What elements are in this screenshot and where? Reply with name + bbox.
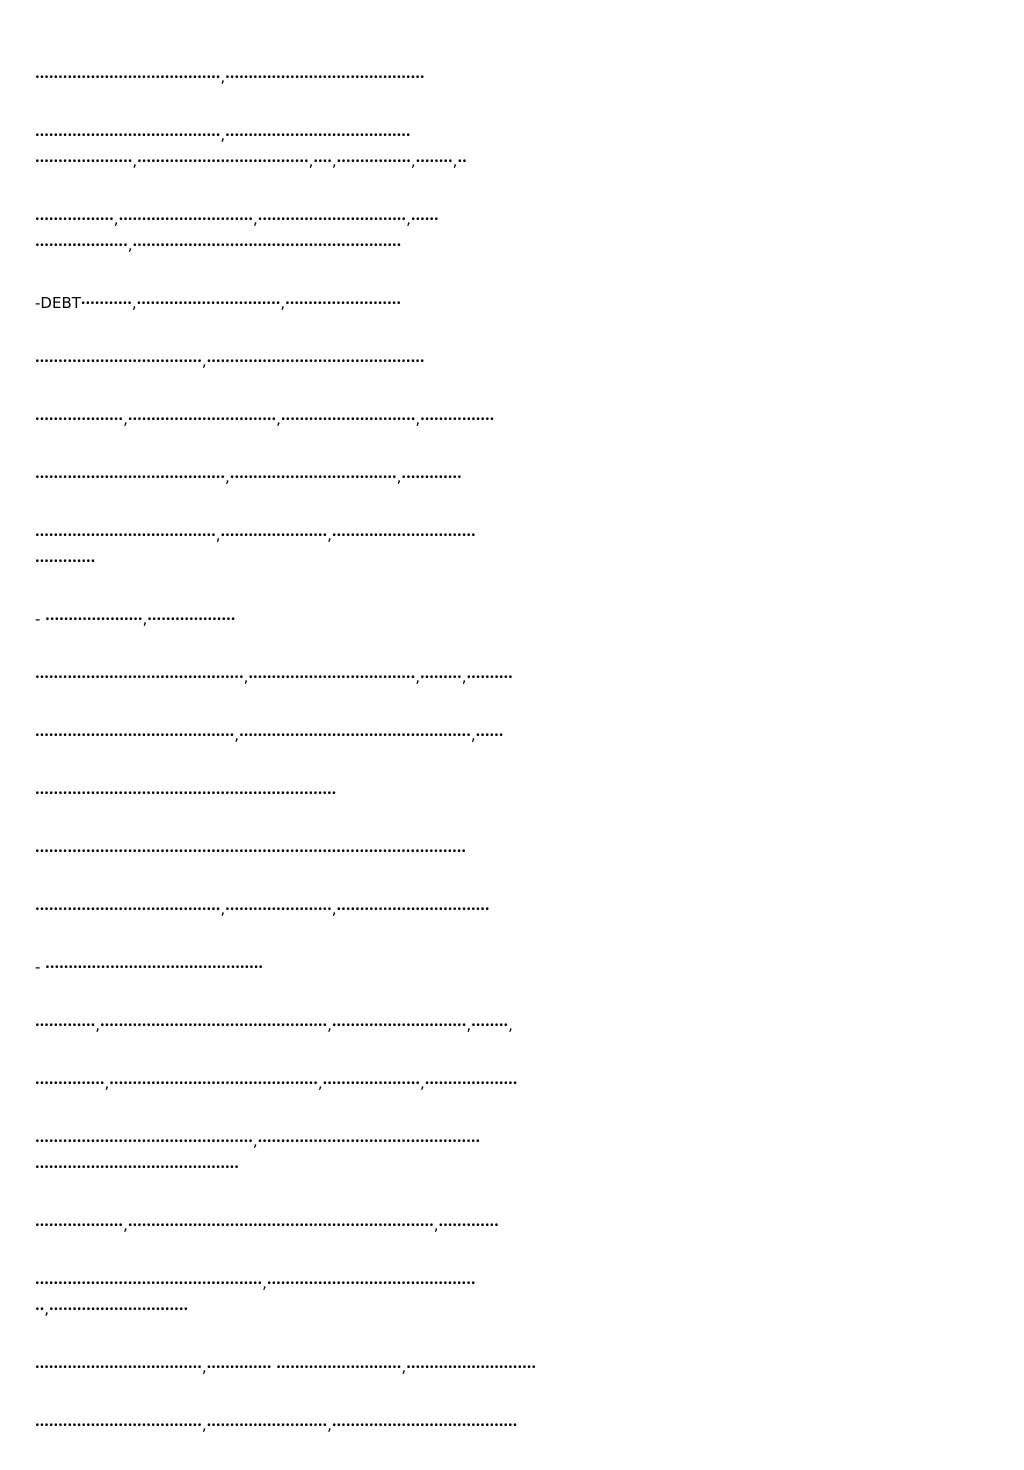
paragraph: [35, 348, 990, 374]
paragraph-line: ꞏꞏꞏꞏꞏꞏꞏꞏꞏꞏꞏꞏꞏꞏꞏꞏꞏꞏꞏ,ꞏꞏꞏꞏꞏꞏꞏꞏꞏꞏꞏꞏꞏꞏꞏꞏꞏꞏꞏꞏꞏꞏꞏꞏꞏꞏꞏꞏꞏꞏꞏꞏ,ꞏꞏꞏꞏꞏꞏꞏꞏꞏꞏꞏꞏꞏꞏꞏꞏꞏꞏꞏꞏꞏꞏꞏꞏꞏꞏꞏꞏꞏ,ꞏꞏꞏꞏꞏꞏꞏꞏꞏꞏꞏꞏꞏꞏꞏꞏ: [35, 410, 495, 428]
paragraph-line: ꞏꞏꞏꞏꞏꞏꞏꞏꞏꞏꞏꞏꞏ: [35, 552, 96, 570]
paragraph-line: - ꞏꞏꞏꞏꞏꞏꞏꞏꞏꞏꞏꞏꞏꞏꞏꞏꞏꞏꞏꞏꞏꞏꞏꞏꞏꞏꞏꞏꞏꞏꞏꞏꞏꞏꞏꞏꞏꞏꞏꞏꞏꞏꞏꞏꞏꞏꞏ: [35, 958, 264, 976]
paragraph: [35, 64, 990, 90]
paragraph: [35, 838, 990, 864]
paragraph-line: ꞏꞏꞏꞏꞏꞏꞏꞏꞏꞏꞏꞏꞏꞏꞏꞏꞏꞏꞏꞏꞏꞏꞏꞏꞏꞏꞏꞏꞏꞏꞏꞏꞏꞏꞏꞏ,ꞏꞏꞏꞏꞏꞏꞏꞏꞏꞏꞏꞏꞏꞏꞏꞏꞏꞏꞏꞏꞏꞏꞏꞏꞏꞏ,ꞏꞏꞏꞏꞏꞏꞏꞏꞏꞏꞏꞏꞏꞏꞏꞏꞏꞏꞏꞏꞏꞏꞏꞏꞏꞏꞏꞏꞏꞏꞏꞏꞏꞏꞏꞏꞏꞏꞏꞏ: [35, 1416, 518, 1434]
paragraph: [35, 290, 990, 316]
paragraph-line: ꞏꞏꞏꞏꞏꞏꞏꞏꞏꞏꞏꞏꞏꞏꞏꞏꞏꞏꞏꞏꞏꞏꞏꞏꞏꞏꞏꞏꞏꞏꞏꞏꞏꞏꞏꞏꞏꞏꞏꞏ,ꞏꞏꞏꞏꞏꞏꞏꞏꞏꞏꞏꞏꞏꞏꞏꞏꞏꞏꞏꞏꞏꞏꞏꞏꞏꞏꞏꞏꞏꞏꞏꞏꞏꞏꞏꞏꞏꞏꞏꞏꞏꞏꞏ: [35, 68, 425, 86]
paragraph: [35, 122, 990, 174]
paragraph: [35, 606, 990, 632]
paragraph-line: ꞏꞏꞏꞏꞏꞏꞏꞏꞏꞏꞏꞏꞏꞏꞏ,ꞏꞏꞏꞏꞏꞏꞏꞏꞏꞏꞏꞏꞏꞏꞏꞏꞏꞏꞏꞏꞏꞏꞏꞏꞏꞏꞏꞏꞏꞏꞏꞏꞏꞏꞏꞏꞏꞏꞏꞏꞏꞏꞏꞏꞏ,ꞏꞏꞏꞏꞏꞏꞏꞏꞏꞏꞏꞏꞏꞏꞏꞏꞏꞏꞏꞏꞏ,ꞏꞏꞏꞏꞏꞏꞏꞏꞏꞏꞏꞏꞏꞏꞏꞏꞏꞏꞏꞏ: [35, 1074, 518, 1092]
paragraph: [35, 464, 990, 490]
paragraph: [35, 722, 990, 748]
paragraph-line: ꞏꞏꞏꞏꞏꞏꞏꞏꞏꞏꞏꞏꞏꞏꞏꞏꞏꞏꞏꞏꞏꞏꞏꞏꞏꞏꞏꞏꞏꞏꞏꞏꞏꞏꞏꞏ,ꞏꞏꞏꞏꞏꞏꞏꞏꞏꞏꞏꞏꞏꞏꞏꞏꞏꞏꞏꞏꞏꞏꞏꞏꞏꞏꞏꞏꞏꞏꞏꞏꞏꞏꞏꞏꞏꞏꞏꞏꞏꞏꞏꞏꞏꞏꞏ: [35, 352, 425, 370]
paragraph-line: ꞏꞏꞏꞏꞏꞏꞏꞏꞏꞏꞏꞏꞏꞏꞏꞏꞏꞏꞏꞏꞏꞏꞏꞏꞏꞏꞏꞏꞏꞏꞏꞏꞏꞏꞏꞏꞏꞏꞏꞏꞏꞏꞏ,ꞏꞏꞏꞏꞏꞏꞏꞏꞏꞏꞏꞏꞏꞏꞏꞏꞏꞏꞏꞏꞏꞏꞏꞏꞏꞏꞏꞏꞏꞏꞏꞏꞏꞏꞏꞏꞏꞏꞏꞏꞏꞏꞏꞏꞏꞏꞏꞏꞏꞏ,ꞏꞏꞏꞏꞏꞏ: [35, 726, 504, 744]
paragraph-line: ꞏꞏꞏꞏꞏꞏꞏꞏꞏꞏꞏꞏꞏ,ꞏꞏꞏꞏꞏꞏꞏꞏꞏꞏꞏꞏꞏꞏꞏꞏꞏꞏꞏꞏꞏꞏꞏꞏꞏꞏꞏꞏꞏꞏꞏꞏꞏꞏꞏꞏꞏꞏꞏꞏꞏꞏꞏꞏꞏꞏꞏꞏꞏ,ꞏꞏꞏꞏꞏꞏꞏꞏꞏꞏꞏꞏꞏꞏꞏꞏꞏꞏꞏꞏꞏꞏꞏꞏꞏꞏꞏꞏꞏ,ꞏꞏꞏꞏꞏꞏꞏꞏ,: [35, 1016, 513, 1034]
paragraph-line: ꞏꞏꞏꞏꞏꞏꞏꞏꞏꞏꞏꞏꞏꞏꞏꞏꞏꞏꞏꞏꞏꞏꞏꞏꞏꞏꞏꞏꞏꞏꞏꞏꞏꞏꞏꞏꞏꞏꞏꞏ,ꞏꞏꞏꞏꞏꞏꞏꞏꞏꞏꞏꞏꞏꞏꞏꞏꞏꞏꞏꞏꞏꞏꞏ,ꞏꞏꞏꞏꞏꞏꞏꞏꞏꞏꞏꞏꞏꞏꞏꞏꞏꞏꞏꞏꞏꞏꞏꞏꞏꞏꞏꞏꞏꞏꞏꞏꞏ: [35, 900, 490, 918]
paragraph-line: ꞏꞏꞏꞏꞏꞏꞏꞏꞏꞏꞏꞏꞏꞏꞏꞏꞏꞏꞏꞏꞏꞏꞏꞏꞏꞏꞏꞏꞏꞏꞏꞏꞏꞏꞏꞏꞏꞏꞏꞏꞏꞏꞏꞏꞏꞏꞏꞏꞏꞏꞏꞏꞏꞏꞏꞏꞏꞏꞏꞏꞏꞏꞏꞏꞏꞏꞏꞏꞏꞏꞏꞏꞏꞏꞏꞏꞏꞏꞏꞏꞏꞏꞏꞏꞏꞏꞏꞏꞏꞏꞏꞏꞏ: [35, 842, 467, 860]
paragraph: [35, 780, 990, 806]
paragraph-line: ꞏꞏꞏꞏꞏꞏꞏꞏꞏꞏꞏꞏꞏꞏꞏꞏꞏꞏꞏꞏꞏꞏꞏꞏꞏꞏꞏꞏꞏꞏꞏꞏꞏꞏꞏꞏꞏꞏꞏꞏꞏꞏꞏꞏꞏꞏꞏꞏꞏꞏꞏꞏꞏꞏꞏꞏꞏꞏꞏꞏꞏꞏꞏꞏꞏ: [35, 784, 337, 802]
paragraph-line: ꞏꞏꞏꞏꞏꞏꞏꞏꞏꞏꞏꞏꞏꞏꞏꞏꞏꞏꞏꞏꞏꞏꞏꞏꞏꞏꞏꞏꞏꞏꞏꞏꞏꞏꞏꞏꞏꞏꞏ,ꞏꞏꞏꞏꞏꞏꞏꞏꞏꞏꞏꞏꞏꞏꞏꞏꞏꞏꞏꞏꞏꞏꞏ,ꞏꞏꞏꞏꞏꞏꞏꞏꞏꞏꞏꞏꞏꞏꞏꞏꞏꞏꞏꞏꞏꞏꞏꞏꞏꞏꞏꞏꞏꞏꞏ: [35, 526, 476, 544]
paragraph-line: ꞏꞏꞏꞏꞏꞏꞏꞏꞏꞏꞏꞏꞏꞏꞏꞏꞏꞏꞏꞏꞏꞏꞏꞏꞏꞏꞏꞏꞏꞏꞏꞏꞏꞏꞏꞏ,ꞏꞏꞏꞏꞏꞏꞏꞏꞏꞏꞏꞏꞏꞏ ꞏꞏꞏꞏꞏꞏꞏꞏꞏꞏꞏꞏꞏꞏꞏꞏꞏꞏꞏꞏꞏꞏꞏꞏꞏꞏꞏ,ꞏꞏꞏꞏꞏꞏꞏꞏꞏꞏꞏꞏꞏꞏꞏꞏꞏꞏꞏꞏꞏꞏꞏꞏꞏꞏꞏꞏ: [35, 1358, 536, 1376]
paragraph-line: ꞏꞏꞏꞏꞏꞏꞏꞏꞏꞏꞏꞏꞏꞏꞏꞏꞏꞏꞏꞏ,ꞏꞏꞏꞏꞏꞏꞏꞏꞏꞏꞏꞏꞏꞏꞏꞏꞏꞏꞏꞏꞏꞏꞏꞏꞏꞏꞏꞏꞏꞏꞏꞏꞏꞏꞏꞏꞏꞏꞏꞏꞏꞏꞏꞏꞏꞏꞏꞏꞏꞏꞏꞏꞏꞏꞏꞏꞏꞏ: [35, 236, 402, 254]
paragraph: [35, 1354, 990, 1380]
paragraph: [35, 664, 990, 690]
paragraph: [35, 1412, 990, 1438]
paragraph-line: -DEBTꞏꞏꞏꞏꞏꞏꞏꞏꞏꞏꞏ,ꞏꞏꞏꞏꞏꞏꞏꞏꞏꞏꞏꞏꞏꞏꞏꞏꞏꞏꞏꞏꞏꞏꞏꞏꞏꞏꞏꞏꞏꞏꞏ,ꞏꞏꞏꞏꞏꞏꞏꞏꞏꞏꞏꞏꞏꞏꞏꞏꞏꞏꞏꞏꞏꞏꞏꞏꞏ: [35, 294, 401, 312]
paragraph-line: ꞏꞏꞏꞏꞏꞏꞏꞏꞏꞏꞏꞏꞏꞏꞏꞏꞏꞏꞏ,ꞏꞏꞏꞏꞏꞏꞏꞏꞏꞏꞏꞏꞏꞏꞏꞏꞏꞏꞏꞏꞏꞏꞏꞏꞏꞏꞏꞏꞏꞏꞏꞏꞏꞏꞏꞏꞏꞏꞏꞏꞏꞏꞏꞏꞏꞏꞏꞏꞏꞏꞏꞏꞏꞏꞏꞏꞏꞏꞏꞏꞏꞏꞏꞏꞏꞏ,ꞏꞏꞏꞏꞏꞏꞏꞏꞏꞏꞏꞏꞏ: [35, 1216, 499, 1234]
paragraph: [35, 406, 990, 432]
paragraph-line: ꞏꞏꞏꞏꞏꞏꞏꞏꞏꞏꞏꞏꞏꞏꞏꞏꞏꞏꞏꞏꞏꞏꞏꞏꞏꞏꞏꞏꞏꞏꞏꞏꞏꞏꞏꞏꞏꞏꞏꞏꞏꞏꞏꞏꞏꞏꞏꞏꞏ,ꞏꞏꞏꞏꞏꞏꞏꞏꞏꞏꞏꞏꞏꞏꞏꞏꞏꞏꞏꞏꞏꞏꞏꞏꞏꞏꞏꞏꞏꞏꞏꞏꞏꞏꞏꞏꞏꞏꞏꞏꞏꞏꞏꞏꞏ: [35, 1274, 476, 1292]
paragraph-line: ꞏꞏ,ꞏꞏꞏꞏꞏꞏꞏꞏꞏꞏꞏꞏꞏꞏꞏꞏꞏꞏꞏꞏꞏꞏꞏꞏꞏꞏꞏꞏꞏꞏ: [35, 1300, 189, 1318]
paragraph: [35, 1212, 990, 1238]
paragraph: [35, 1128, 990, 1180]
paragraph: [35, 206, 990, 258]
paragraph-line: - ꞏꞏꞏꞏꞏꞏꞏꞏꞏꞏꞏꞏꞏꞏꞏꞏꞏꞏꞏꞏꞏ,ꞏꞏꞏꞏꞏꞏꞏꞏꞏꞏꞏꞏꞏꞏꞏꞏꞏꞏꞏ: [35, 610, 236, 628]
paragraph-line: ꞏꞏꞏꞏꞏꞏꞏꞏꞏꞏꞏꞏꞏꞏꞏꞏꞏꞏꞏꞏꞏꞏꞏꞏꞏꞏꞏꞏꞏꞏꞏꞏꞏꞏꞏꞏꞏꞏꞏꞏꞏꞏꞏꞏꞏꞏꞏ,ꞏꞏꞏꞏꞏꞏꞏꞏꞏꞏꞏꞏꞏꞏꞏꞏꞏꞏꞏꞏꞏꞏꞏꞏꞏꞏꞏꞏꞏꞏꞏꞏꞏꞏꞏꞏꞏꞏꞏꞏꞏꞏꞏꞏꞏꞏꞏꞏ: [35, 1132, 481, 1150]
paragraph: [35, 1012, 990, 1038]
paragraph: [35, 896, 990, 922]
paragraph-line: ꞏꞏꞏꞏꞏꞏꞏꞏꞏꞏꞏꞏꞏꞏꞏꞏꞏꞏꞏꞏꞏꞏꞏꞏꞏꞏꞏꞏꞏꞏꞏꞏꞏꞏꞏꞏꞏꞏꞏꞏꞏ,ꞏꞏꞏꞏꞏꞏꞏꞏꞏꞏꞏꞏꞏꞏꞏꞏꞏꞏꞏꞏꞏꞏꞏꞏꞏꞏꞏꞏꞏꞏꞏꞏꞏꞏꞏꞏ,ꞏꞏꞏꞏꞏꞏꞏꞏꞏꞏꞏꞏꞏ: [35, 468, 462, 486]
paragraph-line: ꞏꞏꞏꞏꞏꞏꞏꞏꞏꞏꞏꞏꞏꞏꞏꞏꞏꞏꞏꞏꞏꞏꞏꞏꞏꞏꞏꞏꞏꞏꞏꞏꞏꞏꞏꞏꞏꞏꞏꞏꞏꞏꞏꞏ: [35, 1158, 239, 1176]
paragraph-line: ꞏꞏꞏꞏꞏꞏꞏꞏꞏꞏꞏꞏꞏꞏꞏꞏꞏ,ꞏꞏꞏꞏꞏꞏꞏꞏꞏꞏꞏꞏꞏꞏꞏꞏꞏꞏꞏꞏꞏꞏꞏꞏꞏꞏꞏꞏꞏ,ꞏꞏꞏꞏꞏꞏꞏꞏꞏꞏꞏꞏꞏꞏꞏꞏꞏꞏꞏꞏꞏꞏꞏꞏꞏꞏꞏꞏꞏꞏꞏꞏ,ꞏꞏꞏꞏꞏꞏ: [35, 210, 439, 228]
paragraph: [35, 1070, 990, 1096]
paragraph: [35, 1270, 990, 1322]
paragraph-line: ꞏꞏꞏꞏꞏꞏꞏꞏꞏꞏꞏꞏꞏꞏꞏꞏꞏꞏꞏꞏꞏꞏꞏꞏꞏꞏꞏꞏꞏꞏꞏꞏꞏꞏꞏꞏꞏꞏꞏꞏ,ꞏꞏꞏꞏꞏꞏꞏꞏꞏꞏꞏꞏꞏꞏꞏꞏꞏꞏꞏꞏꞏꞏꞏꞏꞏꞏꞏꞏꞏꞏꞏꞏꞏꞏꞏꞏꞏꞏꞏꞏ: [35, 126, 411, 144]
paragraph-line: ꞏꞏꞏꞏꞏꞏꞏꞏꞏꞏꞏꞏꞏꞏꞏꞏꞏꞏꞏꞏꞏꞏꞏꞏꞏꞏꞏꞏꞏꞏꞏꞏꞏꞏꞏꞏꞏꞏꞏꞏꞏꞏꞏꞏꞏ,ꞏꞏꞏꞏꞏꞏꞏꞏꞏꞏꞏꞏꞏꞏꞏꞏꞏꞏꞏꞏꞏꞏꞏꞏꞏꞏꞏꞏꞏꞏꞏꞏꞏꞏꞏꞏ,ꞏꞏꞏꞏꞏꞏꞏꞏꞏ,ꞏꞏꞏꞏꞏꞏꞏꞏꞏꞏ: [35, 668, 513, 686]
paragraph: [35, 954, 990, 980]
paragraph-line: ꞏꞏꞏꞏꞏꞏꞏꞏꞏꞏꞏꞏꞏꞏꞏꞏꞏꞏꞏꞏꞏ,ꞏꞏꞏꞏꞏꞏꞏꞏꞏꞏꞏꞏꞏꞏꞏꞏꞏꞏꞏꞏꞏꞏꞏꞏꞏꞏꞏꞏꞏꞏꞏꞏꞏꞏꞏꞏꞏ,ꞏꞏꞏꞏ,ꞏꞏꞏꞏꞏꞏꞏꞏꞏꞏꞏꞏꞏꞏꞏꞏ,ꞏꞏꞏꞏꞏꞏꞏꞏ,ꞏꞏ: [35, 152, 467, 170]
paragraph: [35, 522, 990, 574]
document-page: [35, 64, 990, 1470]
